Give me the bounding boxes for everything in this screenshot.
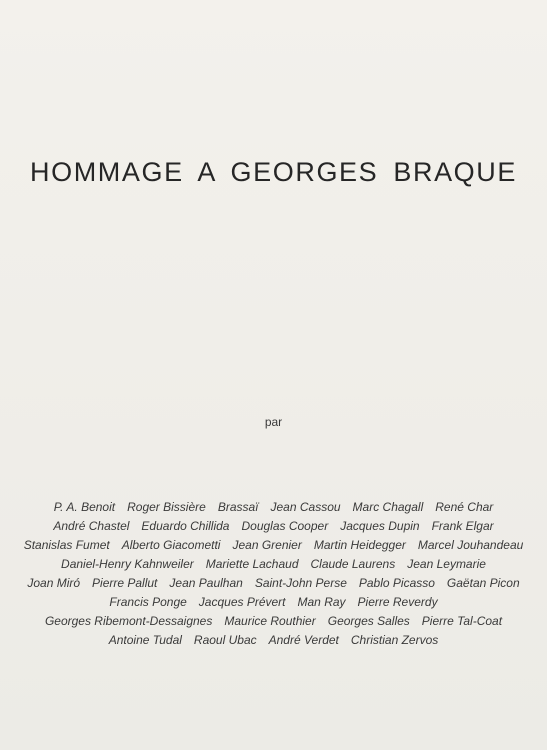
contributor-name: P. A. Benoit	[53, 500, 116, 514]
contributor-name: Claude Laurens	[310, 557, 396, 571]
contributor-name: Daniel-Henry Kahnweiler	[61, 557, 194, 571]
contributors-line	[0, 574, 547, 593]
contributors-line	[0, 498, 547, 517]
contributors-line	[0, 536, 547, 555]
contributor-name: Georges Ribemont-Dessaignes	[44, 614, 213, 628]
contributors-line	[0, 612, 547, 631]
contributor-name: Jean Leymarie	[407, 557, 486, 571]
contributor-name: André Verdet	[268, 633, 339, 647]
contributor-name: Jean Cassou	[270, 500, 341, 514]
contributor-name: Saint-John Perse	[254, 576, 347, 590]
contributors-line	[0, 555, 547, 574]
contributor-name: René Char	[435, 500, 494, 514]
contributor-name: Maurice Routhier	[224, 614, 316, 628]
contributor-name: Pierre Tal-Coat	[421, 614, 503, 628]
by-label: par	[264, 415, 283, 429]
contributor-name: Christian Zervos	[350, 633, 439, 647]
page-title: HOMMAGE A GEORGES BRAQUE	[30, 157, 517, 187]
contributor-name: Alberto Giacometti	[121, 538, 221, 552]
contributor-name: Joan Miró	[27, 576, 81, 590]
contributor-name: Jean Paulhan	[169, 576, 243, 590]
contributor-name: Pierre Reverdy	[357, 595, 438, 609]
contributor-name: André Chastel	[53, 519, 130, 533]
contributor-name: Gaëtan Picon	[446, 576, 520, 590]
contributor-name: Pablo Picasso	[358, 576, 435, 590]
contributor-name: Roger Bissière	[127, 500, 206, 514]
contributor-name: Martin Heidegger	[313, 538, 406, 552]
contributors-line	[0, 631, 547, 650]
contributor-name: Raoul Ubac	[193, 633, 257, 647]
contributors-list	[0, 498, 547, 650]
contributor-name: Man Ray	[297, 595, 346, 609]
contributor-name: Pierre Pallut	[92, 576, 158, 590]
contributors-line	[0, 517, 547, 536]
contributor-name: Eduardo Chillida	[141, 519, 230, 533]
contributor-name: Jean Grenier	[232, 538, 302, 552]
contributor-name: Marc Chagall	[352, 500, 424, 514]
contributor-name: Mariette Lachaud	[205, 557, 299, 571]
contributor-name: Jacques Dupin	[340, 519, 420, 533]
contributor-name: Stanislas Fumet	[23, 538, 110, 552]
contributor-name: Francis Ponge	[109, 595, 187, 609]
contributor-name: Frank Elgar	[431, 519, 494, 533]
contributor-name: Jacques Prévert	[198, 595, 286, 609]
contributor-name: Antoine Tudal	[108, 633, 182, 647]
contributor-name: Marcel Jouhandeau	[417, 538, 524, 552]
contributor-name: Brassaï	[217, 500, 259, 514]
contributors-line	[0, 593, 547, 612]
contributor-name: Douglas Cooper	[241, 519, 329, 533]
contributor-name: Georges Salles	[327, 614, 410, 628]
